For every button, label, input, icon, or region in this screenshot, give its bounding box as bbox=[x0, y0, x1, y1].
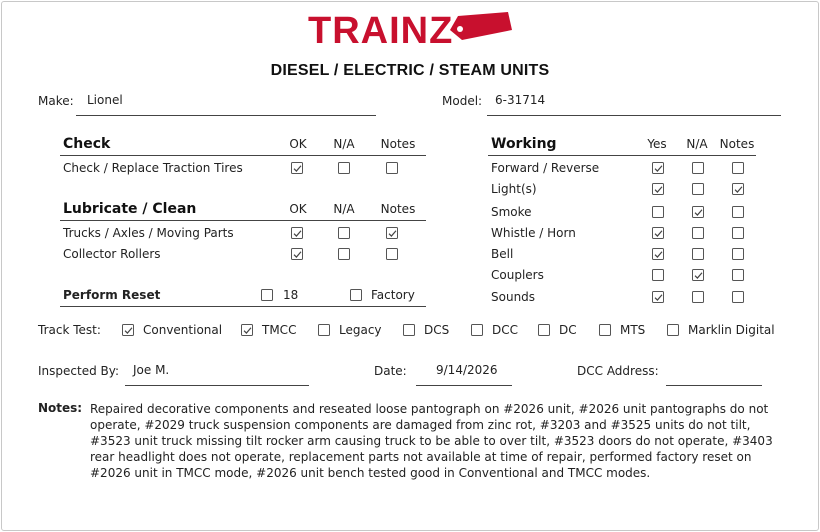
track-test-legacy-checkbox[interactable] bbox=[318, 324, 330, 336]
checkmark-icon bbox=[242, 325, 253, 336]
working-heading: Working bbox=[491, 136, 557, 152]
track-test-label: Track Test: bbox=[38, 323, 101, 337]
lubricate-col-na: N/A bbox=[333, 202, 355, 216]
check-col-na: N/A bbox=[333, 137, 355, 151]
checkmark-icon bbox=[292, 249, 303, 260]
lubricate-heading: Lubricate / Clean bbox=[63, 201, 197, 217]
track-test-option-label: Marklin Digital bbox=[688, 323, 775, 337]
lubricate-row-label: Collector Rollers bbox=[63, 247, 161, 261]
track-test-option-label: Legacy bbox=[339, 323, 382, 337]
working-row-yes-checkbox[interactable] bbox=[652, 227, 664, 239]
working-row-label: Smoke bbox=[491, 205, 532, 219]
working-row-na-checkbox[interactable] bbox=[692, 227, 704, 239]
perform-reset-label: Perform Reset bbox=[63, 288, 161, 302]
model-label: Model: bbox=[442, 94, 483, 108]
working-row-yes-checkbox[interactable] bbox=[652, 162, 664, 174]
lubricate-row-ok-checkbox[interactable] bbox=[291, 227, 303, 239]
lubricate-row-na-checkbox[interactable] bbox=[338, 227, 350, 239]
lubricate-row-ok-checkbox[interactable] bbox=[291, 248, 303, 260]
working-row-yes-checkbox[interactable] bbox=[652, 183, 664, 195]
working-row-na-checkbox[interactable] bbox=[692, 162, 704, 174]
working-row-yes-checkbox[interactable] bbox=[652, 248, 664, 260]
working-row-label: Bell bbox=[491, 247, 514, 261]
working-row-notes-checkbox[interactable] bbox=[732, 248, 744, 260]
checkmark-icon bbox=[123, 325, 134, 336]
lubricate-row-notes-checkbox[interactable] bbox=[386, 227, 398, 239]
checkmark-icon bbox=[292, 228, 303, 239]
make-value[interactable]: Lionel bbox=[87, 93, 123, 107]
working-col-yes: Yes bbox=[647, 137, 667, 151]
track-test-option-label: Conventional bbox=[143, 323, 223, 337]
lubricate-row-na-checkbox[interactable] bbox=[338, 248, 350, 260]
working-row-label: Couplers bbox=[491, 268, 544, 282]
date-value[interactable]: 9/14/2026 bbox=[436, 363, 498, 377]
check-row-notes-checkbox[interactable] bbox=[386, 162, 398, 174]
inspected-by-underline bbox=[125, 385, 309, 386]
lubricate-row-label: Trucks / Axles / Moving Parts bbox=[63, 226, 234, 240]
checkmark-icon bbox=[733, 184, 744, 195]
track-test-mts-checkbox[interactable] bbox=[599, 324, 611, 336]
checkmark-icon bbox=[292, 163, 303, 174]
working-row-notes-checkbox[interactable] bbox=[732, 206, 744, 218]
checkmark-icon bbox=[653, 249, 664, 260]
working-row-notes-checkbox[interactable] bbox=[732, 183, 744, 195]
logo-text: TRAINZ bbox=[308, 10, 454, 50]
date-label: Date: bbox=[374, 364, 407, 378]
model-underline bbox=[487, 115, 781, 116]
track-test-option-label: DC bbox=[559, 323, 577, 337]
track-test-dc-checkbox[interactable] bbox=[538, 324, 550, 336]
lubricate-col-ok: OK bbox=[289, 202, 307, 216]
model-value[interactable]: 6-31714 bbox=[495, 93, 546, 107]
checkmark-icon bbox=[693, 270, 704, 281]
checkmark-icon bbox=[693, 207, 704, 218]
reset-factory-label: Factory bbox=[371, 288, 415, 302]
working-row-label: Forward / Reverse bbox=[491, 161, 600, 175]
checkmark-icon bbox=[653, 163, 664, 174]
working-col-na: N/A bbox=[686, 137, 708, 151]
working-row-na-checkbox[interactable] bbox=[692, 291, 704, 303]
working-row-na-checkbox[interactable] bbox=[692, 206, 704, 218]
track-test-option-label: TMCC bbox=[262, 323, 297, 337]
working-row-notes-checkbox[interactable] bbox=[732, 162, 744, 174]
checkmark-icon bbox=[653, 184, 664, 195]
check-col-ok: OK bbox=[289, 137, 307, 151]
check-row-label: Check / Replace Traction Tires bbox=[63, 161, 243, 175]
working-row-label: Sounds bbox=[491, 290, 536, 304]
working-row-notes-checkbox[interactable] bbox=[732, 291, 744, 303]
working-row-notes-checkbox[interactable] bbox=[732, 269, 744, 281]
inspected-by-label: Inspected By: bbox=[38, 364, 120, 378]
checkmark-icon bbox=[387, 228, 398, 239]
working-row-yes-checkbox[interactable] bbox=[652, 269, 664, 281]
form-title: DIESEL / ELECTRIC / STEAM UNITS bbox=[270, 62, 550, 79]
working-col-notes: Notes bbox=[719, 137, 755, 151]
notes-text[interactable]: Repaired decorative components and reseated loose pantograph on #2026 unit, #2026 unit pantographs do not operate, #2029 truck suspension components are damaged from zinc rot, #3203 and #3525 units do not tilt, #3523 unit truck missing tilt rocker arm causing truck to be able to over tilt, #3523 doors do not operate, #3403 rear headlight does not operate, replacement parts not available at time of repair, performed factory reset on #2026 unit in TMCC mode, #2026 unit bench tested good in Conventional and TMCC modes. bbox=[90, 402, 773, 480]
track-test-dcc-checkbox[interactable] bbox=[471, 324, 483, 336]
track-test-conventional-checkbox[interactable] bbox=[122, 324, 134, 336]
working-row-na-checkbox[interactable] bbox=[692, 183, 704, 195]
track-test-option-label: DCS bbox=[424, 323, 450, 337]
working-row-yes-checkbox[interactable] bbox=[652, 206, 664, 218]
check-rule bbox=[60, 155, 426, 156]
dcc-address-label: DCC Address: bbox=[577, 364, 659, 378]
dcc-address-underline bbox=[666, 385, 762, 386]
track-test-marklin-digital-checkbox[interactable] bbox=[667, 324, 679, 336]
date-underline bbox=[416, 385, 512, 386]
notes-label: Notes: bbox=[38, 401, 83, 415]
check-heading: Check bbox=[63, 136, 111, 152]
reset-rule bbox=[60, 306, 426, 307]
lubricate-rule bbox=[60, 220, 426, 221]
checkmark-icon bbox=[653, 228, 664, 239]
trainz-logo bbox=[308, 10, 514, 50]
check-row-na-checkbox[interactable] bbox=[338, 162, 350, 174]
reset-18-checkbox[interactable] bbox=[261, 289, 273, 301]
lubricate-row-notes-checkbox[interactable] bbox=[386, 248, 398, 260]
make-label: Make: bbox=[38, 94, 74, 108]
lubricate-col-notes: Notes bbox=[380, 202, 416, 216]
check-col-notes: Notes bbox=[380, 137, 416, 151]
working-row-label: Light(s) bbox=[491, 182, 537, 196]
inspected-by-value[interactable]: Joe M. bbox=[133, 363, 170, 377]
make-underline bbox=[76, 115, 376, 116]
working-row-label: Whistle / Horn bbox=[491, 226, 576, 240]
working-row-notes-checkbox[interactable] bbox=[732, 227, 744, 239]
working-rule bbox=[488, 155, 756, 156]
track-test-option-label: MTS bbox=[620, 323, 646, 337]
working-row-na-checkbox[interactable] bbox=[692, 248, 704, 260]
reset-18-label: 18 bbox=[283, 288, 299, 302]
track-test-dcs-checkbox[interactable] bbox=[403, 324, 415, 336]
checkmark-icon bbox=[653, 292, 664, 303]
check-row-ok-checkbox[interactable] bbox=[291, 162, 303, 174]
working-row-yes-checkbox[interactable] bbox=[652, 291, 664, 303]
track-test-tmcc-checkbox[interactable] bbox=[241, 324, 253, 336]
working-row-na-checkbox[interactable] bbox=[692, 269, 704, 281]
track-test-option-label: DCC bbox=[492, 323, 518, 337]
reset-factory-checkbox[interactable] bbox=[350, 289, 362, 301]
